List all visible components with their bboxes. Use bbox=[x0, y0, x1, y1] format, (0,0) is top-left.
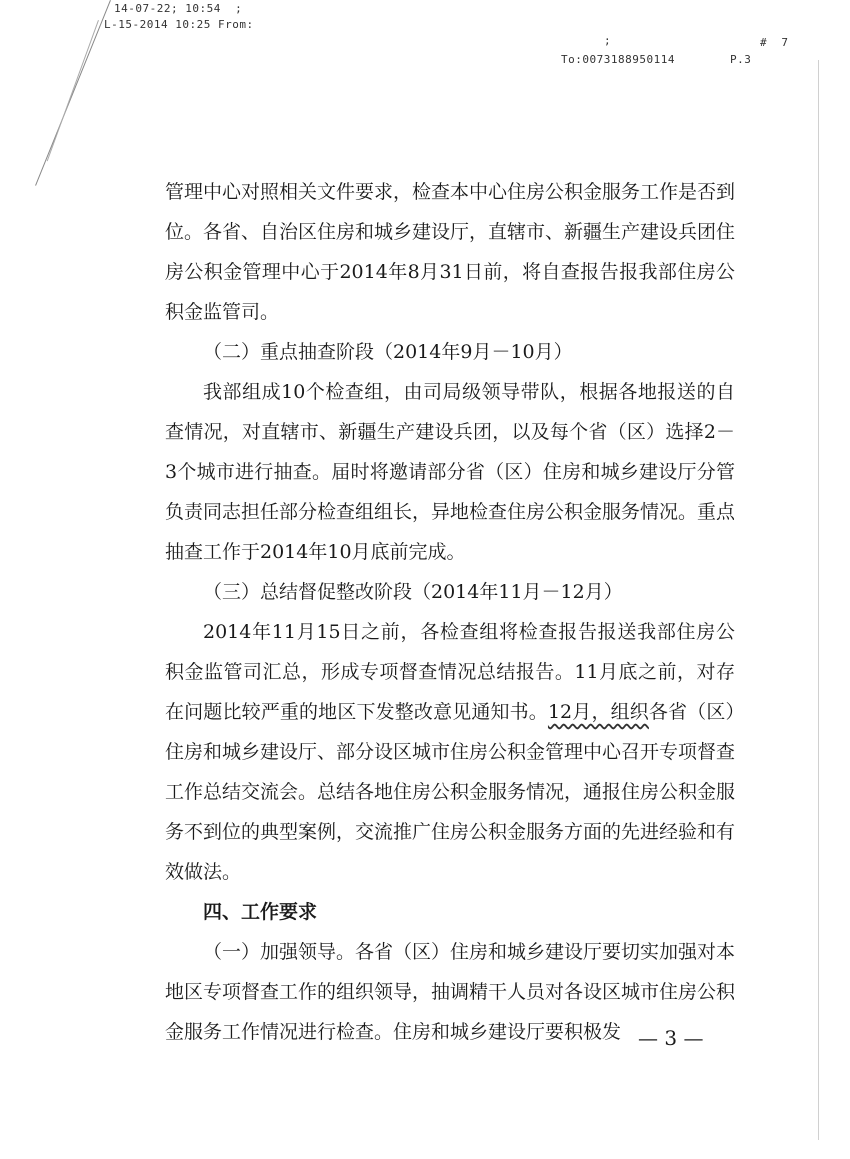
paragraph-self-check: 管理中心对照相关文件要求，检查本中心住房公积金服务工作是否到位。各省、自治区住房和城乡建设厅，直辖市、新疆生产建设兵团住房公积金管理中心于2014年8月31日前，将自查报告报我部住房公积金监管司。 bbox=[165, 181, 736, 323]
scan-edge-line bbox=[47, 20, 99, 161]
fax-separator: ; bbox=[604, 34, 612, 47]
fax-from-line: L-15-2014 10:25 From: bbox=[104, 18, 254, 31]
fax-timestamp-line: 14-07-22; 10:54 ; bbox=[114, 2, 243, 15]
summary-text-a: 2014年11月15日之前，各检查组将检查报告报送我部住房公积金监管司汇总，形成专项督查情况总结报告。11月底之前，对存在问题比较严重的地区下发整改意见通知书。 bbox=[165, 621, 735, 723]
heading-work-requirements: 四、工作要求 bbox=[203, 901, 318, 923]
summary-text-underlined: 12月，组织 bbox=[547, 701, 649, 723]
heading-summary-stage: （三）总结督促整改阶段（2014年11月－12月） bbox=[203, 581, 623, 603]
paragraph-leadership: （一）加强领导。各省（区）住房和城乡建设厅要切实加强对本地区专项督查工作的组织领导，抽调精干人员对各设区城市住房公积金服务工作情况进行检查。住房和城乡建设厅要积极发 bbox=[165, 941, 736, 1043]
fax-page-label: P.3 bbox=[730, 53, 752, 66]
document-body bbox=[165, 172, 735, 1052]
paragraph-summary bbox=[165, 612, 735, 892]
summary-text-c: 各省（区）住房和城乡建设厅、部分设区城市住房公积金管理中心召开专项督查工作总结交流会。总结各地住房公积金服务情况，通报住房公积金服务不到位的典型案例，交流推广住房公积金服务方面的先进经验和有效做法。 bbox=[165, 701, 736, 883]
paragraph-spot-check: 我部组成10个检查组，由司局级领导带队，根据各地报送的自查情况，对直辖市、新疆生产建设兵团，以及每个省（区）选择2－3个城市进行抽查。届时将邀请部分省（区）住房和城乡建设厅分管负责同志担任部分检查组组长，异地检查住房公积金服务情况。重点抽查工作于2014年10月底前完成。 bbox=[165, 381, 736, 563]
heading-spot-check-stage: （二）重点抽查阶段（2014年9月－10月） bbox=[203, 341, 573, 363]
fax-to-number: To:0073188950114 bbox=[561, 53, 675, 66]
page-number: — 3 — bbox=[638, 1026, 704, 1050]
fax-sheet-number: # 7 bbox=[760, 36, 789, 49]
scan-edge-right bbox=[818, 60, 819, 1140]
